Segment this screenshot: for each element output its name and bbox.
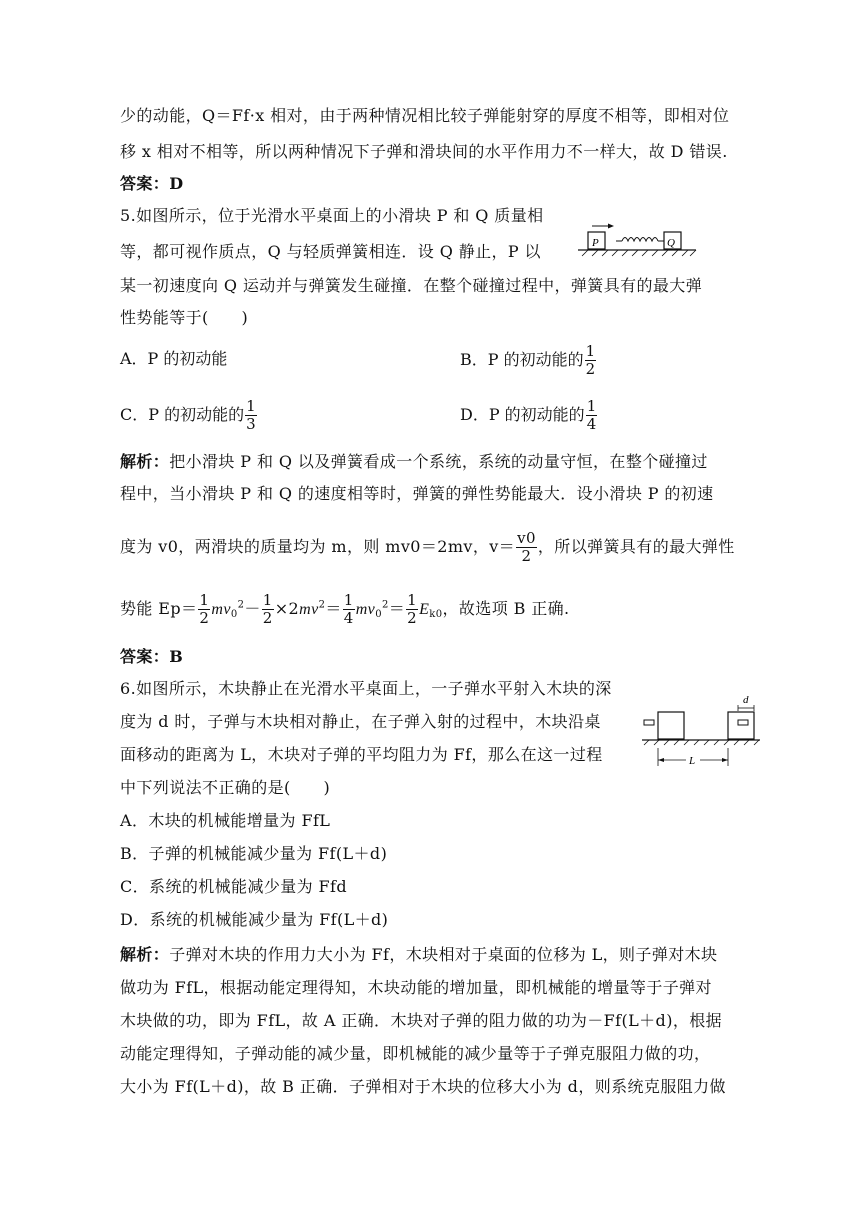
q5-line-2: 等，都可视作质点，Q 与轻质弹簧相连．设 Q 静止，P 以 — [120, 242, 541, 261]
q5-option-a: A．P 的初动能 — [120, 349, 228, 368]
q5-analysis-line-4: 势能 Ep＝ $\frac{1}{2}$ $mv_0^2-$ $\frac{1}{2}$ $\times 2mv^2=$ $\frac{1}{4}$ $mv_0^2=$ $\frac{1}{2}$ $E_{k0}$，故选项 B 正确. — [120, 591, 570, 627]
q6-analysis-line-5: 大小为 Ff(L＋d)，故 B 正确．子弹相对于木块的位移大小为 d，则系统克服阻力做 — [120, 1077, 726, 1096]
q6-option-a: A．木块的机械能增量为 FfL — [120, 811, 331, 830]
fraction-third: $\frac{1}{3}$ — [246, 397, 256, 433]
q6-line-2: 度为 d 时，子弹与木块相对静止，在子弹入射的过程中，木块沿桌 — [120, 712, 601, 731]
q5-line-4: 性势能等于( ) — [120, 308, 249, 327]
q5-analysis-line-1: 解析：把小滑块 P 和 Q 以及弹簧看成一个系统，系统的动量守恒，在整个碰撞过 — [120, 452, 708, 471]
q5-answer: 答案：B — [120, 647, 184, 666]
q5-line-1: 5.如图所示，位于光滑水平桌面上的小滑块 P 和 Q 质量相 — [120, 206, 544, 225]
q6-line-4: 中下列说法不正确的是( ) — [120, 778, 331, 797]
q5-figure — [578, 222, 698, 260]
q6-option-d: D．系统的机械能减少量为 Ff(L＋d) — [120, 910, 389, 929]
q5-option-d-text: D．P 的初动能的 — [460, 405, 585, 424]
q6-option-c: C．系统的机械能减少量为 Ffd — [120, 877, 347, 896]
q6-line-3: 面移动的距离为 L，木块对子弹的平均阻力为 Ff，那么在这一过程 — [120, 745, 603, 764]
q6-line-1: 6.如图所示，木块静止在光滑水平桌面上，一子弹水平射入木块的深 — [120, 679, 612, 698]
q6-figure — [642, 692, 762, 768]
q6-analysis-line-3: 木块做的功，即为 FfL，故 A 正确．木块对子弹的阻力做的功为－Ff(L＋d)，根据 — [120, 1011, 723, 1030]
prev-answer: 答案：D — [120, 174, 184, 193]
q5-option-c-text: C．P 的初动能的 — [120, 405, 245, 424]
distance-label-l: L — [689, 755, 696, 767]
q5-option-b — [460, 343, 597, 378]
q5-option-b-text: B．P 的初动能的 — [460, 350, 584, 369]
fraction-quarter: $\frac{1}{4}$ — [586, 397, 597, 433]
q6-analysis-line-2: 做功为 FfL，根据动能定理得知，木块动能的增加量，即机械能的增量等于子弹对 — [120, 978, 712, 997]
prev-line-1: 少的动能，Q＝Ff·x 相对，由于两种情况相比较子弹能射穿的厚度不相等，即相对位 — [120, 106, 730, 125]
fraction-v0-over-2: $\frac{v0}{2}$ — [517, 529, 536, 565]
q6-analysis-line-4: 动能定理得知，子弹动能的减少量，即机械能的减少量等于子弹克服阻力做的功， — [120, 1044, 711, 1063]
q6-analysis-line-1: 解析：子弹对木块的作用力大小为 Ff，木块相对于桌面的位移为 L，则子弹对木块 — [120, 945, 718, 964]
q5-line-3: 某一初速度向 Q 运动并与弹簧发生碰撞．在整个碰撞过程中，弹簧具有的最大弹 — [120, 276, 703, 295]
block-q-label: Q — [667, 237, 675, 249]
q5-analysis-line-2: 程中，当小滑块 P 和 Q 的速度相等时，弹簧的弹性势能最大．设小滑块 P 的初速 — [120, 484, 714, 503]
analysis-label: 解析： — [120, 945, 170, 964]
prev-line-2: 移 x 相对不相等，所以两种情况下子弹和滑块间的水平作用力不一样大，故 D 错误. — [120, 142, 728, 161]
block-p-label: P — [592, 237, 599, 249]
fraction-half: $\frac{1}{2}$ — [585, 342, 596, 378]
analysis-label: 解析： — [120, 452, 170, 471]
q5-option-d — [460, 398, 598, 433]
q5-analysis-line-3: 度为 v0，两滑块的质量均为 m，则 mv0＝2mv，v＝ $\frac{v0}{2}$ ，所以弹簧具有的最大弹性 — [120, 529, 735, 565]
q5-option-c — [120, 398, 258, 433]
depth-label-d: d — [743, 694, 749, 706]
q6-option-b: B．子弹的机械能减少量为 Ff(L＋d) — [120, 844, 388, 863]
